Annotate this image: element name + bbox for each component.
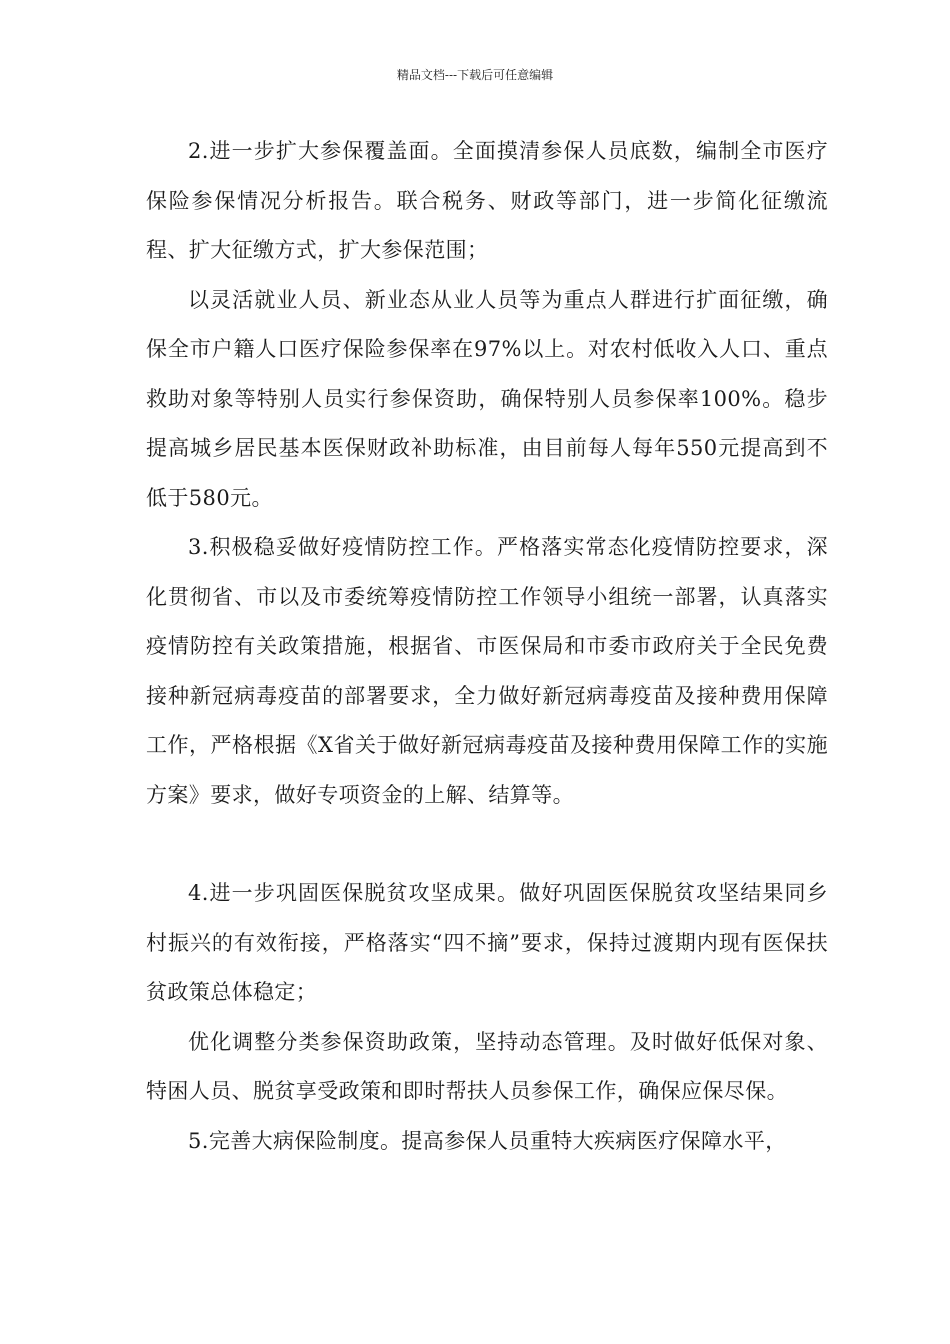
paragraph-spacer	[146, 820, 828, 869]
paragraph-flexible-employment: 以灵活就业人员、新业态从业人员等为重点人群进行扩面征缴，确保全市户籍人口医疗保险参保率在97%以上。对农村低收入人口、重点救助对象等特别人员实行参保资助，确保特别人员参保率100%。稳步提高城乡居民基本医保财政补助标准，由目前每人每年550元提高到不低于580元。	[146, 287, 828, 510]
paragraph-major-illness: 5.完善大病保险制度。提高参保人员重特大疾病医疗保障水平，	[188, 1128, 787, 1153]
paragraph-coverage: 2.进一步扩大参保覆盖面。全面摸清参保人员底数，编制全市医疗保险参保情况分析报告。联合税务、财政等部门，进一步简化征缴流程、扩大征缴方式，扩大参保范围；	[146, 139, 828, 262]
page-header: 精品文档---下载后可任意编辑	[396, 68, 554, 82]
document-body	[146, 127, 828, 1166]
paragraph-poverty-alleviation: 4.进一步巩固医保脱贫攻坚成果。做好巩固医保脱贫攻坚结果同乡村振兴的有效衔接，严格落实“四不摘”要求，保持过渡期内现有医保扶贫政策总体稳定；	[146, 881, 828, 1004]
paragraph-insurance-subsidy: 优化调整分类参保资助政策，坚持动态管理。及时做好低保对象、特困人员、脱贫享受政策和即时帮扶人员参保工作，确保应保尽保。	[146, 1029, 828, 1103]
paragraph-epidemic-control: 3.积极稳妥做好疫情防控工作。严格落实常态化疫情防控要求，深化贯彻省、市以及市委统筹疫情防控工作领导小组统一部署，认真落实疫情防控有关政策措施，根据省、市医保局和市委市政府关于全民免费接种新冠病毒疫苗的部署要求，全力做好新冠病毒疫苗及接种费用保障工作，严格根据《X省关于做好新冠病毒疫苗及接种费用保障工作的实施方案》要求，做好专项资金的上解、结算等。	[146, 535, 828, 807]
